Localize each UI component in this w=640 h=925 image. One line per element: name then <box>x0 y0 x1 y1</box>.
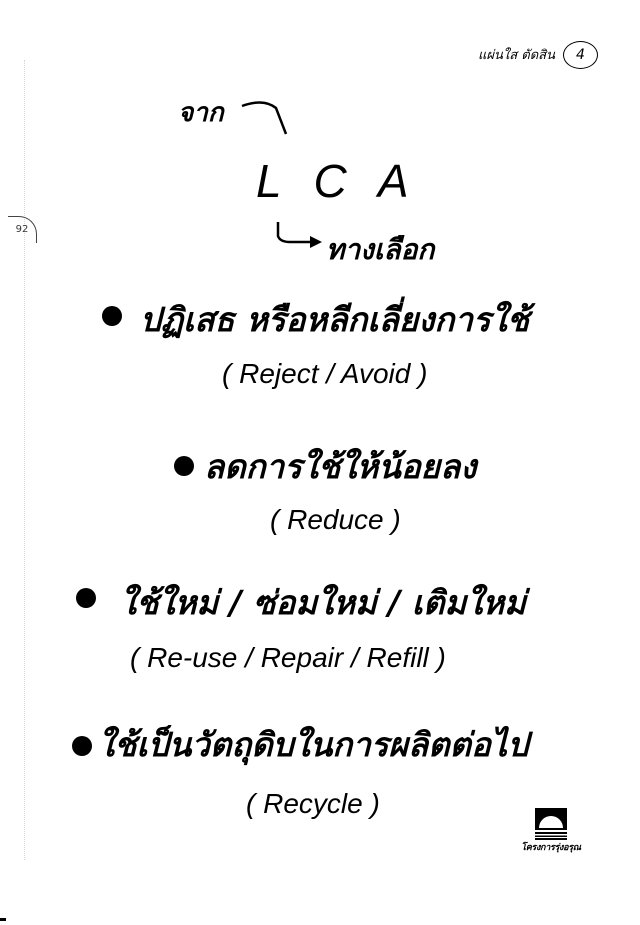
bullet-icon <box>102 306 122 326</box>
item-reuse-english: ( Re-use / Repair / Refill ) <box>130 642 446 673</box>
alternatives-label: ทางเลือก <box>326 233 435 266</box>
lca-title: L C A <box>256 155 419 207</box>
from-label: จาก <box>178 98 224 128</box>
bullet-icon <box>174 456 194 476</box>
sunrise-logo-icon <box>535 808 567 840</box>
item-reduce-thai: ลดการใช้ให้น้อยลง <box>204 447 477 486</box>
slide-number: 4 <box>576 47 585 63</box>
header-title: แผ่นใส ตัดสิน <box>478 48 556 63</box>
item-recycle-english: ( Recycle ) <box>246 788 380 819</box>
curved-arrow-icon <box>236 94 296 144</box>
item-recycle-thai: ใช้เป็นวัตถุดิบในการผลิตต่อไป <box>98 725 529 764</box>
logo-text: โครงการรุ่งอรุณ <box>521 843 581 853</box>
bullet-icon <box>76 588 96 608</box>
project-logo <box>516 808 586 854</box>
item-reject-english: ( Reject / Avoid ) <box>222 358 428 389</box>
item-reuse-thai: ใช้ใหม่ / ซ่อมใหม่ / เติมใหม่ <box>120 583 526 622</box>
slide-number-badge <box>563 41 598 69</box>
item-reduce-english: ( Reduce ) <box>270 504 401 535</box>
margin-guide <box>24 60 25 860</box>
hook-arrow-icon <box>270 218 326 254</box>
page-number: 92 <box>15 224 29 235</box>
corner-mark <box>0 918 6 921</box>
page-number-badge <box>8 216 37 243</box>
bullet-icon <box>72 736 92 756</box>
item-reject-thai: ปฏิเสธ หรือหลีกเลี่ยงการใช้ <box>140 300 530 339</box>
